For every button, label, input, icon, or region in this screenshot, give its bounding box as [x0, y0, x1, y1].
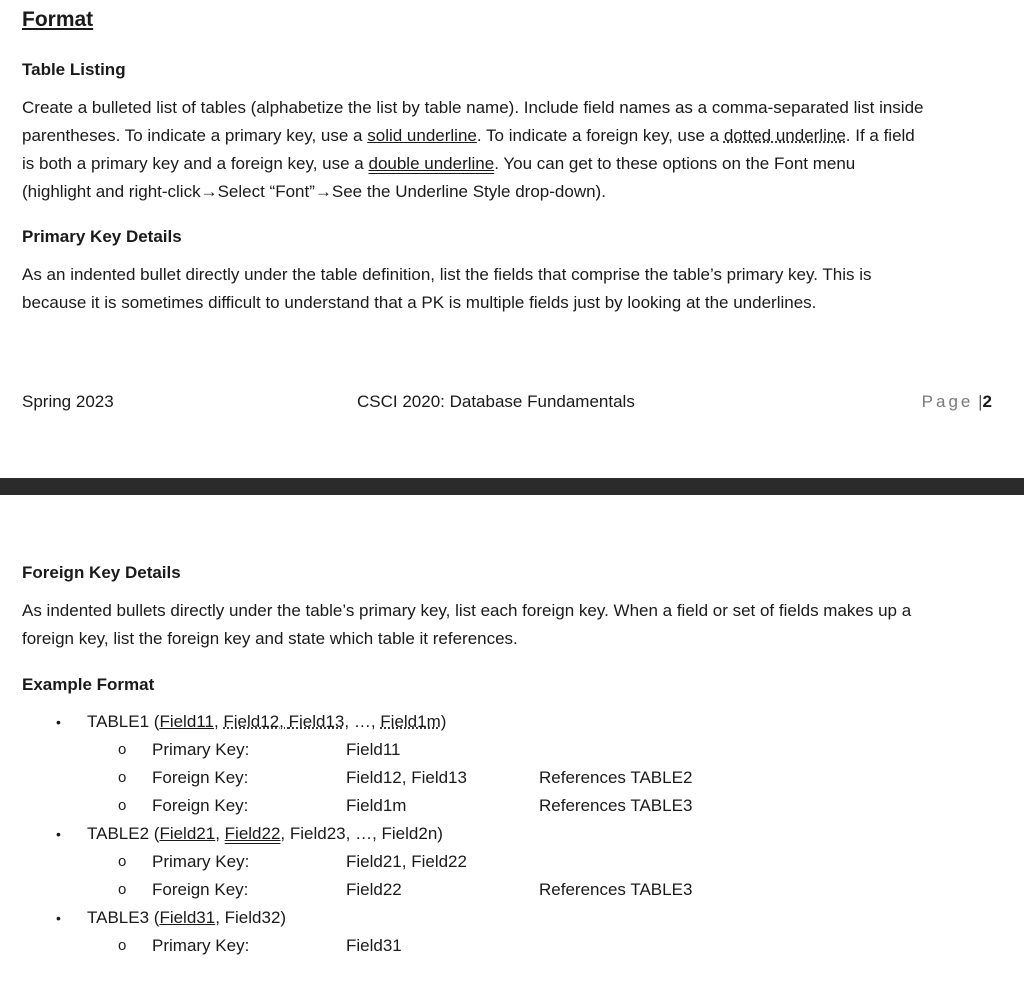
text-run: TABLE1 ( — [87, 712, 160, 731]
text-run: ) — [440, 712, 447, 731]
sub-bullet-icon: o — [118, 797, 127, 814]
key-label: Foreign Key: — [152, 768, 249, 787]
text-run: , Field23, …, Field2n) — [280, 824, 443, 843]
para-line — [22, 122, 1002, 150]
table1-definition — [87, 712, 446, 732]
solid-underline-example: solid underline — [367, 126, 477, 145]
text-run: . If a field — [845, 126, 915, 145]
sub-bullet-icon: o — [118, 769, 127, 786]
primary-key-details-heading: Primary Key Details — [22, 227, 182, 246]
key-reference: References TABLE3 — [539, 796, 693, 815]
sub-bullet-icon: o — [118, 937, 127, 954]
para-line: because it is sometimes difficult to understand that a PK is multiple fields just by looking at the underlines. — [22, 293, 817, 312]
text-run: . You can get to these options on the Font menu — [494, 154, 856, 173]
key-label: Foreign Key: — [152, 796, 249, 815]
para-line — [22, 150, 1002, 178]
key-value: Field22 — [346, 880, 402, 899]
page-break-divider — [0, 478, 1024, 495]
page-separator: | — [978, 392, 983, 411]
key-value: Field11 — [346, 740, 401, 759]
page-num: 2 — [982, 392, 992, 411]
bullet-icon: • — [56, 910, 61, 926]
key-value: Field31 — [346, 936, 402, 955]
double-underline-example: double underline — [368, 154, 495, 173]
foreign-key-details-paragraph — [22, 597, 1002, 653]
sub-bullet-icon: o — [118, 853, 127, 870]
key-label: Primary Key: — [152, 936, 250, 955]
table1-fk-field: Field12 — [223, 712, 280, 731]
table2-definition — [87, 824, 443, 844]
table1-fk-field: Field13 — [288, 712, 345, 731]
para-line: (highlight and right-click→Select “Font”→See the Underline Style drop-down). — [22, 182, 606, 201]
table2-pk-fk-field: Field22 — [224, 824, 281, 843]
sub-bullet-icon: o — [118, 881, 127, 898]
table3-pk-field: Field31 — [159, 908, 216, 927]
footer-semester: Spring 2023 — [22, 392, 114, 411]
table3-definition — [87, 908, 286, 928]
key-reference: References TABLE2 — [539, 768, 693, 787]
para-line: foreign key, list the foreign key and state which table it references. — [22, 629, 518, 648]
table-listing-paragraph — [22, 94, 1002, 206]
para-line: Create a bulleted list of tables (alphabetize the list by table name). Include field names as a comma-separated list inside — [22, 98, 924, 117]
dotted-underline-example: dotted underline — [723, 126, 846, 145]
footer-course: CSCI 2020: Database Fundamentals — [357, 392, 635, 411]
bullet-icon: • — [56, 714, 61, 730]
key-label: Primary Key: — [152, 740, 250, 759]
text-run: , — [279, 712, 289, 731]
foreign-key-details-heading: Foreign Key Details — [22, 563, 181, 582]
table-listing-heading: Table Listing — [22, 60, 126, 79]
text-run: , — [215, 824, 225, 843]
key-value: Field1m — [346, 796, 407, 815]
text-run: , …, — [344, 712, 381, 731]
key-value: Field12, Field13 — [346, 768, 467, 787]
format-title: Format — [22, 8, 94, 31]
text-run: TABLE2 ( — [87, 824, 160, 843]
para-line: As indented bullets directly under the table’s primary key, list each foreign key. When a field or set of fields makes up a — [22, 601, 912, 620]
text-run: parentheses. To indicate a primary key, use a — [22, 126, 368, 145]
primary-key-details-paragraph — [22, 261, 1002, 317]
para-line: As an indented bullet directly under the table definition, list the fields that comprise the table’s primary key. This is — [22, 265, 872, 284]
footer-page-number — [922, 392, 992, 412]
table2-pk-field: Field21 — [159, 824, 216, 843]
key-value: Field21, Field22 — [346, 852, 467, 871]
example-format-heading: Example Format — [22, 675, 155, 694]
page-label: Page — [921, 392, 974, 411]
key-label: Foreign Key: — [152, 880, 249, 899]
text-run: , — [213, 712, 224, 731]
table1-pk-field: Field11 — [159, 712, 214, 731]
key-label: Primary Key: — [152, 852, 250, 871]
table1-fk-field: Field1m — [380, 712, 441, 731]
text-run: is both a primary key and a foreign key, use a — [22, 154, 369, 173]
bullet-icon: • — [56, 826, 61, 842]
sub-bullet-icon: o — [118, 741, 127, 758]
text-run: TABLE3 ( — [87, 908, 160, 927]
key-reference: References TABLE3 — [539, 880, 693, 899]
text-run: . To indicate a foreign key, use a — [476, 126, 724, 145]
text-run: , Field32) — [215, 908, 287, 927]
